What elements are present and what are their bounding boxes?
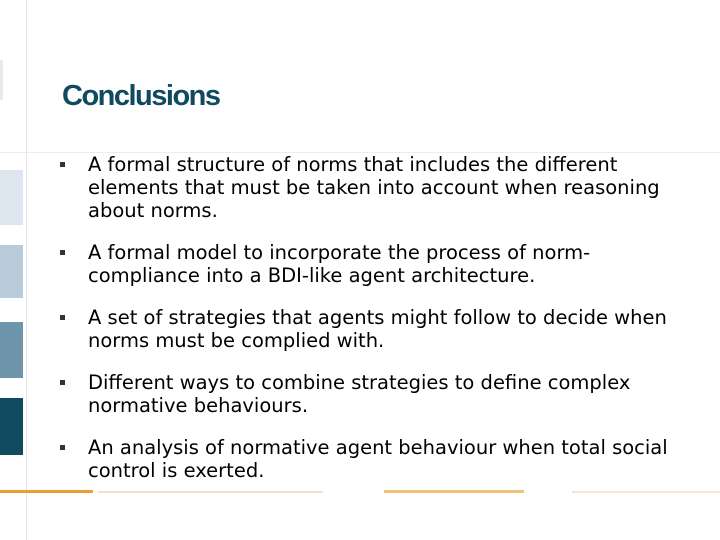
- decor-block-lightest: [0, 170, 23, 225]
- bullet-item: [58, 371, 698, 417]
- bullet-item: [58, 306, 698, 352]
- frame-left-tab: [0, 60, 3, 100]
- bullet-item: [58, 436, 698, 482]
- bullet-marker-icon: [60, 445, 65, 450]
- decor-block-light: [0, 245, 23, 298]
- bullet-marker-icon: [60, 380, 65, 385]
- frame-vertical-line: [26, 0, 27, 540]
- bullet-marker-icon: [60, 315, 65, 320]
- bullet-marker-icon: [60, 162, 65, 167]
- bullet-text: A formal model to incorporate the process of norm-compliance into a BDI-like agent architecture.: [88, 241, 591, 287]
- bullet-text: A set of strategies that agents might follow to decide when norms must be complied with.: [88, 306, 667, 352]
- bullet-item: [58, 241, 698, 287]
- decor-block-dark: [0, 398, 23, 455]
- bullet-text: An analysis of normative agent behaviour when total social control is exerted.: [88, 436, 668, 482]
- bullet-marker-icon: [60, 250, 65, 255]
- bullet-item: [58, 153, 698, 222]
- decor-block-mid: [0, 322, 23, 378]
- bullet-text: Different ways to combine strategies to define complex normative behaviours.: [88, 371, 631, 417]
- bullet-text: A formal structure of norms that includes the different elements that must be taken into account when reasoning about norms.: [88, 153, 660, 222]
- bullet-list: [58, 153, 698, 501]
- slide-title: Conclusions: [62, 80, 220, 112]
